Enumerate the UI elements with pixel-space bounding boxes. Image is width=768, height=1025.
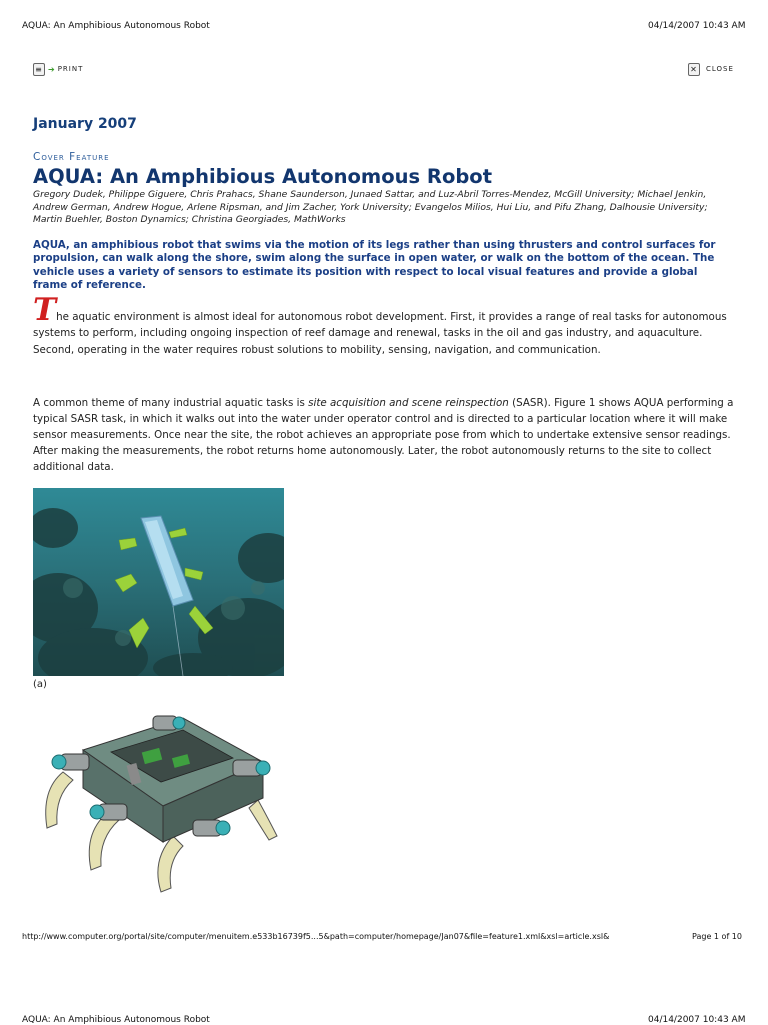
arrow-right-icon: ➔ (48, 64, 56, 74)
paragraph-2 (33, 395, 738, 475)
figure-a-caption: (a) (33, 679, 47, 690)
issue-date: January 2007 (33, 116, 137, 132)
article-title: AQUA: An Amphibious Autonomous Robot (33, 165, 493, 188)
print-timestamp: 04/14/2007 10:43 AM (648, 21, 746, 31)
paragraph-2-text-end: (SASR). Figure 1 shows AQUA performing a typical SASR task, in which it walks out into the water under operator control and is directed to a particular location where it will make sensor measurements. Once near the site, the robot achieves an appropriate pose from which to undertake extensive sensor readings. After making the measurements, the robot returns home autonomously. Later, the robot autonomously returns to the site to collect additional data. (33, 397, 734, 474)
paragraph-1 (33, 292, 733, 358)
section-kicker: Cover Feature (33, 151, 110, 163)
drop-cap: T (33, 292, 57, 328)
next-page-title: AQUA: An Amphibious Autonomous Robot (22, 1015, 210, 1025)
next-page-timestamp: 04/14/2007 10:43 AM (648, 1015, 746, 1025)
figure-cad-rendering (33, 710, 288, 900)
browser-page-title: AQUA: An Amphibious Autonomous Robot (22, 21, 210, 31)
paragraph-2-text-start: A common theme of many industrial aquatic tasks is (33, 397, 309, 409)
close-label: CLOSE (706, 65, 734, 73)
source-url: http://www.computer.org/portal/site/computer/menuitem.e533b16739f5...5&path=computer/homepage/Jan07&file=feature1.xml&xsl=article.xsl& (22, 932, 610, 941)
paragraph-1-text: he aquatic environment is almost ideal for autonomous robot development. First, it provides a range of real tasks for autonomous systems to perform, including ongoing inspection of reef damage and renewal, tasks in the oil and gas industry, and aquaculture. Second, operating in the water requires robust solutions to mobility, sensing, navigation, and communication. (33, 311, 727, 356)
print-label: PRINT (57, 65, 84, 73)
article-abstract: AQUA, an amphibious robot that swims via the motion of its legs rather than using thrusters and control surfaces for propulsion, can walk along the shore, swim along the surface in open water, or walk on the bottom of the ocean. The vehicle uses a variety of sensors to estimate its position with respect to local visual features and provide a global frame of reference. (33, 239, 716, 291)
page-number: Page 1 of 10 (692, 932, 742, 941)
paragraph-2-emphasis: site acquisition and scene reinspection (308, 397, 509, 409)
author-list: Gregory Dudek, Philippe Giguere, Chris Prahacs, Shane Saunderson, Junaed Sattar, and Luz-Abril Torres-Mendez, McGill University; Michael Jenkin, Andrew German, Andrew Hogue, Arlene Ripsman, and Jim Zacher, York University; Evangelos Milios, Hui Liu, and Pifu Zhang, Dalhousie University; Martin Buehler, Boston Dynamics; Christina Georgiades, MathWorks (33, 189, 708, 226)
print-button[interactable] (33, 62, 83, 76)
figure-underwater-photo (33, 488, 284, 676)
close-icon: ✕ (688, 63, 700, 76)
close-button[interactable] (688, 62, 734, 76)
print-icon: ≡ (33, 63, 45, 76)
